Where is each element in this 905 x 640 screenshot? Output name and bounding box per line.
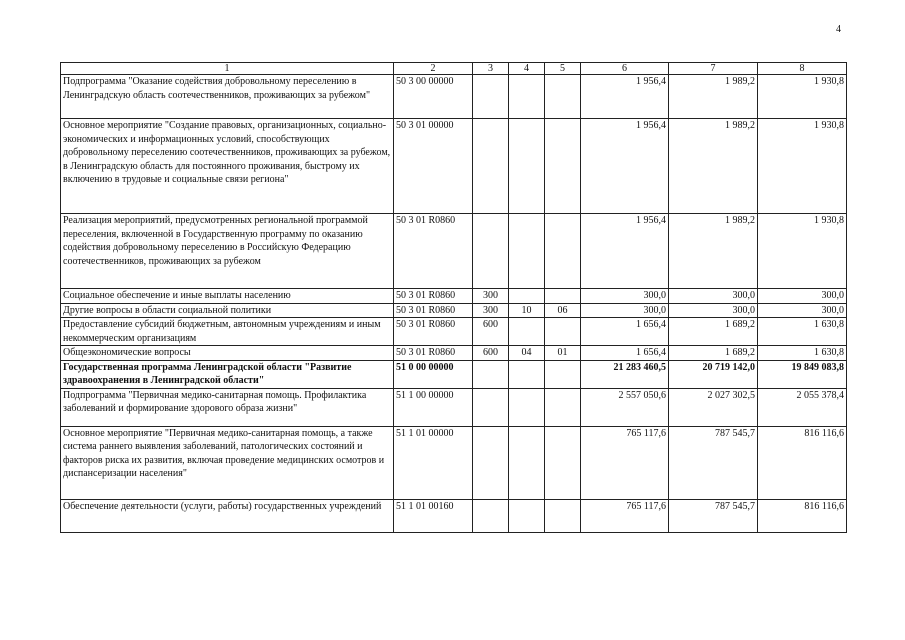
column-header-2: 2 — [394, 63, 473, 75]
row-value-col7: 1 989,2 — [669, 75, 758, 119]
table-body — [61, 75, 847, 533]
row-value-col6: 300,0 — [581, 289, 669, 304]
row-code: 51 1 00 00000 — [394, 388, 473, 426]
row-name: Государственная программа Ленинградской области "Развитие здравоохранения в Ленинградской области" — [61, 360, 394, 388]
table-row — [61, 214, 847, 289]
budget-table — [60, 62, 847, 533]
row-name: Основное мероприятие "Создание правовых, организационных, социально-экономических и информационных условий, способствующих добровольному переселению соотечественников, проживающих за рубежом, в Ленинградскую область для постоянного проживания, быстрому их включению в трудовые и социальные связи региона" — [61, 119, 394, 214]
table-row — [61, 289, 847, 304]
row-value-col7: 787 545,7 — [669, 499, 758, 532]
row-col5 — [545, 289, 581, 304]
row-code: 51 1 01 00160 — [394, 499, 473, 532]
row-value-col8: 1 630,8 — [758, 346, 847, 361]
row-value-col6: 765 117,6 — [581, 426, 669, 499]
row-col3 — [473, 75, 509, 119]
row-value-col7: 1 989,2 — [669, 119, 758, 214]
row-col4 — [509, 289, 545, 304]
column-header-4: 4 — [509, 63, 545, 75]
row-col5 — [545, 75, 581, 119]
row-value-col7: 1 689,2 — [669, 318, 758, 346]
row-col5: 01 — [545, 346, 581, 361]
row-col3: 300 — [473, 289, 509, 304]
row-name: Предоставление субсидий бюджетным, автономным учреждениям и иным некоммерческим организациям — [61, 318, 394, 346]
column-header-6: 6 — [581, 63, 669, 75]
row-col5 — [545, 119, 581, 214]
row-value-col8: 1 930,8 — [758, 75, 847, 119]
row-name: Обеспечение деятельности (услуги, работы) государственных учреждений — [61, 499, 394, 532]
row-code: 51 1 01 00000 — [394, 426, 473, 499]
row-value-col8: 2 055 378,4 — [758, 388, 847, 426]
row-col4 — [509, 388, 545, 426]
row-value-col8: 19 849 083,8 — [758, 360, 847, 388]
column-header-8: 8 — [758, 63, 847, 75]
table-row — [61, 388, 847, 426]
row-code: 50 3 01 R0860 — [394, 303, 473, 318]
row-col3 — [473, 499, 509, 532]
row-value-col8: 1 930,8 — [758, 214, 847, 289]
row-value-col7: 300,0 — [669, 289, 758, 304]
row-value-col6: 21 283 460,5 — [581, 360, 669, 388]
row-col3 — [473, 388, 509, 426]
row-col4 — [509, 499, 545, 532]
row-value-col8: 816 116,6 — [758, 499, 847, 532]
row-code: 50 3 01 R0860 — [394, 289, 473, 304]
table-row — [61, 346, 847, 361]
row-value-col8: 300,0 — [758, 303, 847, 318]
row-value-col7: 20 719 142,0 — [669, 360, 758, 388]
row-col5 — [545, 214, 581, 289]
row-value-col7: 300,0 — [669, 303, 758, 318]
row-name: Другие вопросы в области социальной политики — [61, 303, 394, 318]
column-header-5: 5 — [545, 63, 581, 75]
row-col4 — [509, 214, 545, 289]
row-value-col6: 765 117,6 — [581, 499, 669, 532]
table-row — [61, 303, 847, 318]
row-col4 — [509, 318, 545, 346]
row-value-col6: 1 956,4 — [581, 214, 669, 289]
table-row — [61, 360, 847, 388]
row-col4 — [509, 75, 545, 119]
table-row — [61, 426, 847, 499]
row-col4: 04 — [509, 346, 545, 361]
row-value-col6: 1 656,4 — [581, 318, 669, 346]
table-row — [61, 318, 847, 346]
row-name: Основное мероприятие "Первичная медико-санитарная помощь, а также система раннего выявления заболеваний, патологических состояний и факторов риска их развития, включая проведение медицинских осмотров и диспансеризации населения" — [61, 426, 394, 499]
table-row — [61, 75, 847, 119]
row-code: 50 3 01 00000 — [394, 119, 473, 214]
row-col3: 600 — [473, 346, 509, 361]
row-col5 — [545, 426, 581, 499]
row-col3 — [473, 119, 509, 214]
row-value-col6: 1 956,4 — [581, 119, 669, 214]
row-value-col6: 2 557 050,6 — [581, 388, 669, 426]
row-col5 — [545, 388, 581, 426]
row-value-col8: 300,0 — [758, 289, 847, 304]
row-value-col8: 816 116,6 — [758, 426, 847, 499]
row-col4 — [509, 360, 545, 388]
row-name: Подпрограмма "Оказание содействия добровольному переселению в Ленинградскую область соотечественников, проживающих за рубежом" — [61, 75, 394, 119]
row-value-col7: 1 689,2 — [669, 346, 758, 361]
row-code: 50 3 01 R0860 — [394, 214, 473, 289]
row-value-col7: 1 989,2 — [669, 214, 758, 289]
row-col4 — [509, 119, 545, 214]
row-code: 50 3 01 R0860 — [394, 318, 473, 346]
row-name: Подпрограмма "Первичная медико-санитарная помощь. Профилактика заболеваний и формирование здорового образа жизни" — [61, 388, 394, 426]
row-col4 — [509, 426, 545, 499]
column-header-1: 1 — [61, 63, 394, 75]
column-header-7: 7 — [669, 63, 758, 75]
header-row — [61, 63, 847, 75]
row-value-col6: 1 956,4 — [581, 75, 669, 119]
row-value-col6: 1 656,4 — [581, 346, 669, 361]
table-row — [61, 119, 847, 214]
row-col3 — [473, 360, 509, 388]
row-col5: 06 — [545, 303, 581, 318]
row-col3: 600 — [473, 318, 509, 346]
page-number: 4 — [836, 24, 841, 35]
row-code: 50 3 01 R0860 — [394, 346, 473, 361]
row-code: 50 3 00 00000 — [394, 75, 473, 119]
row-value-col7: 787 545,7 — [669, 426, 758, 499]
row-value-col7: 2 027 302,5 — [669, 388, 758, 426]
row-col5 — [545, 499, 581, 532]
row-code: 51 0 00 00000 — [394, 360, 473, 388]
row-name: Реализация мероприятий, предусмотренных региональной программой переселения, включенной в Государственную программу по оказанию содействия добровольному переселению в Российскую Федерацию соотечественников, проживающих за рубежом — [61, 214, 394, 289]
row-name: Социальное обеспечение и иные выплаты населению — [61, 289, 394, 304]
row-name: Общеэкономические вопросы — [61, 346, 394, 361]
row-value-col6: 300,0 — [581, 303, 669, 318]
row-value-col8: 1 630,8 — [758, 318, 847, 346]
row-col5 — [545, 360, 581, 388]
row-value-col8: 1 930,8 — [758, 119, 847, 214]
row-col3: 300 — [473, 303, 509, 318]
row-col4: 10 — [509, 303, 545, 318]
column-header-3: 3 — [473, 63, 509, 75]
row-col3 — [473, 426, 509, 499]
row-col3 — [473, 214, 509, 289]
row-col5 — [545, 318, 581, 346]
table-row — [61, 499, 847, 532]
